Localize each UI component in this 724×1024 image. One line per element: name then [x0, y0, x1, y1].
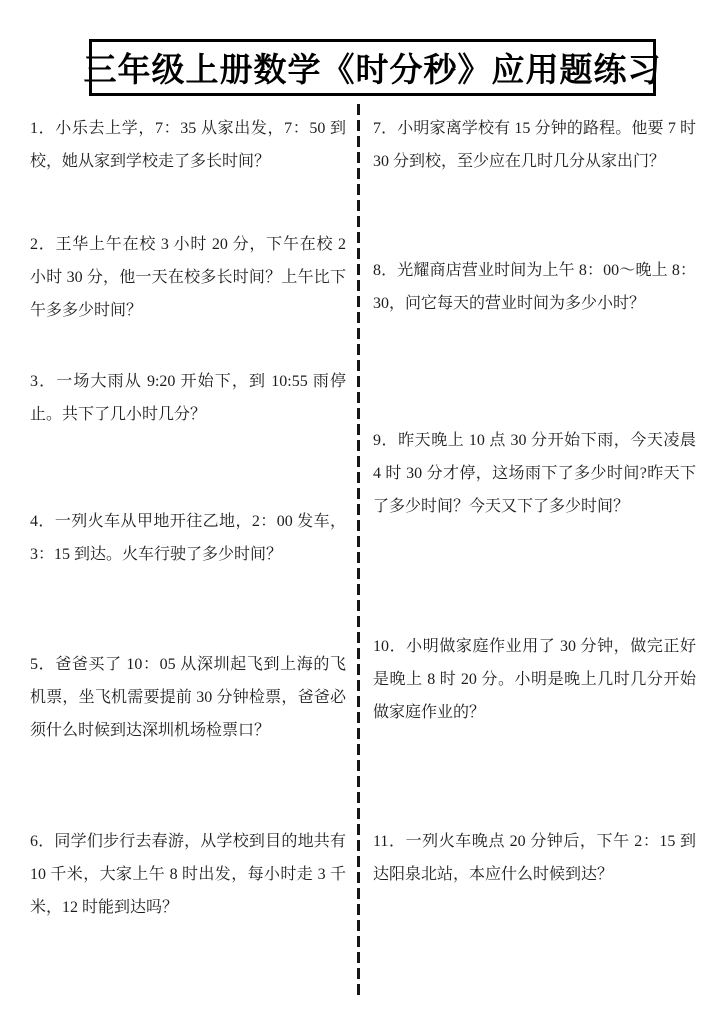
question-10: 10．小明做家庭作业用了 30 分钟，做完正好是晚上 8 时 20 分。小明是晚上几时几分开始做家庭作业的？ [373, 638, 696, 721]
question-2: 2．王华上午在校 3 小时 20 分，下午在校 2 小时 30 分，他一天在校多长时间？上午比下午多多少时间？ [30, 236, 346, 319]
column-divider [357, 104, 360, 998]
question-5: 5．爸爸买了 10：05 从深圳起飞到上海的飞机票，坐飞机需要提前 30 分钟检票，爸爸必须什么时候到达深圳机场检票口？ [30, 656, 346, 739]
question-9: 9．昨天晚上 10 点 30 分开始下雨，今天凌晨 4 时 30 分才停，这场雨下了多少时间?昨天下了多少时间？今天又下了多少时间？ [373, 432, 696, 515]
worksheet-title: 三年级上册数学《时分秒》应用题练习 [83, 51, 662, 88]
question-3: 3．一场大雨从 9:20 开始下，到 10:55 雨停止。共下了几小时几分？ [30, 373, 346, 423]
worksheet-title-box [83, 39, 662, 96]
question-4: 4．一列火车从甲地开往乙地，2：00 发车，3：15 到达。火车行驶了多少时间？ [30, 513, 346, 563]
question-7: 7．小明家离学校有 15 分钟的路程。他要 7 时 30 分到校，至少应在几时几分从家出门？ [373, 120, 696, 170]
question-1: 1．小乐去上学，7：35 从家出发，7：50 到校，她从家到学校走了多长时间？ [30, 120, 346, 170]
question-8: 8．光耀商店营业时间为上午 8：00～晚上 8：30，问它每天的营业时间为多少小时？ [373, 262, 696, 312]
question-6: 6．同学们步行去春游，从学校到目的地共有 10 千米，大家上午 8 时出发，每小时走 3 千米，12 时能到达吗？ [30, 833, 346, 916]
question-11: 11．一列火车晚点 20 分钟后，下午 2：15 到达阳泉北站，本应什么时候到达？ [373, 833, 696, 883]
